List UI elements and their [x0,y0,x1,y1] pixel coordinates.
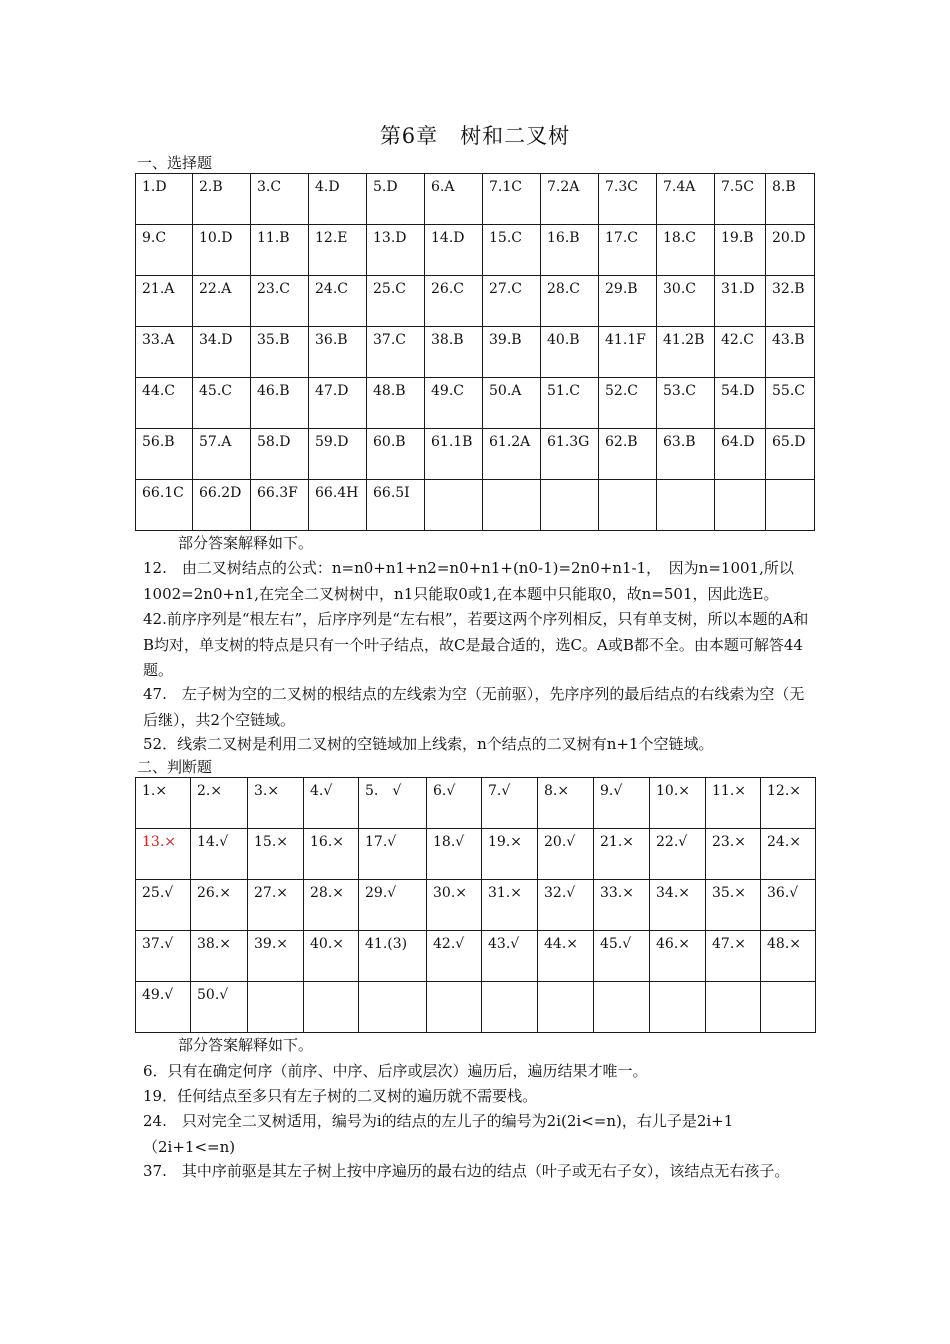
judgement-cell: 29.√ [359,880,427,931]
judgement-cell: 34.× [650,880,706,931]
answer-cell: 10.D [193,225,251,276]
judgement-cell [304,982,359,1033]
answer-cell: 24.C [309,276,367,327]
judgement-cell: 11.× [706,778,761,829]
answer-cell: 50.A [483,378,541,429]
answer-cell: 57.A [193,429,251,480]
judgement-cell: 13.× [136,829,191,880]
judgement-cell: 2.× [191,778,248,829]
table-row [136,778,816,829]
table-row [136,480,815,531]
judgement-cell: 8.× [538,778,594,829]
table-row [136,429,815,480]
judgement-cell: 12.× [761,778,816,829]
judgement-cell [538,982,594,1033]
answer-cell: 62.B [599,429,657,480]
answer-cell: 66.5I [367,480,425,531]
answer-cell: 26.C [425,276,483,327]
judgement-cell: 40.× [304,931,359,982]
answer-cell: 14.D [425,225,483,276]
answer-cell: 2.B [193,174,251,225]
judgement-cell: 50.√ [191,982,248,1033]
answer-cell: 34.D [193,327,251,378]
answer-cell: 61.1B [425,429,483,480]
judgement-cell: 35.× [706,880,761,931]
explain-intro-judge: 部分答案解释如下。 [178,1036,314,1054]
table-row [136,276,815,327]
judgement-cell: 22.√ [650,829,706,880]
answer-cell: 53.C [657,378,715,429]
answer-cell: 66.1C [136,480,193,531]
answer-cell: 19.B [715,225,766,276]
judgement-cell: 3.× [248,778,304,829]
note-choice-42: 42.前序序列是“根左右”，后序序列是“左右根”，若要这两个序列相反，只有单支树，所以本题的A和B均对，单支树的特点是只有一个叶子结点，故C是最合适的，选C。A或B都不全。由本题可解答44题。 [143,610,809,679]
answer-cell: 30.C [657,276,715,327]
note-judge-37: 37. 其中序前驱是其左子树上按中序遍历的最右边的结点（叶子或无右子女），该结点无右孩子。 [143,1162,790,1180]
answer-cell: 18.C [657,225,715,276]
answer-cell: 56.B [136,429,193,480]
judgement-cell [427,982,482,1033]
judgement-cell: 18.√ [427,829,482,880]
answer-cell: 63.B [657,429,715,480]
note-choice-47: 47. 左子树为空的二叉树的根结点的左线索为空（无前驱），先序序列的最后结点的右线索为空（无后继），共2个空链域。 [143,685,805,729]
answer-cell [766,480,815,531]
answer-cell [541,480,599,531]
judgement-cell: 32.√ [538,880,594,931]
table-row [136,829,816,880]
answer-cell: 40.B [541,327,599,378]
answer-cell: 66.4H [309,480,367,531]
answer-cell: 41.1F [599,327,657,378]
judgement-cell: 27.× [248,880,304,931]
judgement-cell: 19.× [482,829,538,880]
judgement-cell: 20.√ [538,829,594,880]
answer-cell: 54.D [715,378,766,429]
answer-cell: 51.C [541,378,599,429]
judgement-cell [706,982,761,1033]
judgement-cell: 39.× [248,931,304,982]
judgement-cell: 16.× [304,829,359,880]
answer-cell: 20.D [766,225,815,276]
answer-cell: 36.B [309,327,367,378]
judgement-cell: 30.× [427,880,482,931]
table-row [136,880,816,931]
judgement-cell: 38.× [191,931,248,982]
note-choice-12: 12. 由二叉树结点的公式：n=n0+n1+n2=n0+n1+(n0-1)=2n0+n1-1， 因为n=1001,所以1002=2n0+n1,在完全二叉树树中，n1只能取0或1,在本题中只能取0，故n=501，因此选E。 [143,559,794,603]
judgement-cell: 26.× [191,880,248,931]
answer-cell: 41.2B [657,327,715,378]
judgement-cell: 6.√ [427,778,482,829]
judgement-cell [248,982,304,1033]
answer-cell: 65.D [766,429,815,480]
answer-cell: 64.D [715,429,766,480]
answer-cell: 39.B [483,327,541,378]
judgement-cell: 37.√ [136,931,191,982]
answer-cell: 66.3F [251,480,309,531]
answer-cell: 16.B [541,225,599,276]
answer-cell: 31.D [715,276,766,327]
judgement-cell: 5. √ [359,778,427,829]
judgement-cell: 28.× [304,880,359,931]
answer-cell: 43.B [766,327,815,378]
answer-cell: 7.4A [657,174,715,225]
answer-cell [483,480,541,531]
answer-cell: 3.C [251,174,309,225]
answer-cell: 49.C [425,378,483,429]
table-row [136,982,816,1033]
judgement-cell [594,982,650,1033]
answer-cell: 5.D [367,174,425,225]
judgement-cell: 41.(3) [359,931,427,982]
note-judge-24: 24. 只对完全二叉树适用，编号为i的结点的左儿子的编号为2i(2i<=n)，右儿子是2i+1（2i+1<=n) [143,1112,734,1156]
answer-cell: 21.A [136,276,193,327]
judgement-cell: 10.× [650,778,706,829]
answer-cell [715,480,766,531]
answer-cell: 32.B [766,276,815,327]
judgement-cell: 1.× [136,778,191,829]
table-row [136,378,815,429]
judgement-cell: 42.√ [427,931,482,982]
answer-cell: 7.3C [599,174,657,225]
section-heading-judge: 二、判断题 [137,758,213,776]
judgement-cell: 43.√ [482,931,538,982]
answer-cell: 48.B [367,378,425,429]
answer-cell: 11.B [251,225,309,276]
answer-cell [599,480,657,531]
answer-cell: 42.C [715,327,766,378]
answer-cell: 1.D [136,174,193,225]
table-row [136,225,815,276]
answer-cell: 25.C [367,276,425,327]
judgement-cell: 21.× [594,829,650,880]
answer-cell: 61.3G [541,429,599,480]
table-row [136,931,816,982]
judgement-cell [359,982,427,1033]
judgement-cell: 7.√ [482,778,538,829]
judgement-cell: 31.× [482,880,538,931]
judgement-cell [482,982,538,1033]
answer-cell: 66.2D [193,480,251,531]
judgement-cell: 47.× [706,931,761,982]
judgement-cell: 48.× [761,931,816,982]
answer-cell: 55.C [766,378,815,429]
judgement-cell: 25.√ [136,880,191,931]
note-judge-19: 19．任何结点至多只有左子树的二叉树的遍历就不需要栈。 [143,1087,538,1105]
answer-cell: 38.B [425,327,483,378]
answer-cell: 13.D [367,225,425,276]
judgement-cell: 45.√ [594,931,650,982]
note-choice-52: 52．线索二叉树是利用二叉树的空链域加上线索，n个结点的二叉树有n+1个空链域。 [143,735,714,753]
answer-cell: 29.B [599,276,657,327]
table-row [136,174,815,225]
judgement-cell: 46.× [650,931,706,982]
judge-answer-table [135,777,816,1033]
answer-cell: 6.A [425,174,483,225]
judgement-cell: 33.× [594,880,650,931]
judgement-cell: 15.× [248,829,304,880]
answer-cell: 4.D [309,174,367,225]
answer-cell: 7.5C [715,174,766,225]
note-judge-6: 6．只有在确定何序（前序、中序、后序或层次）遍历后，遍历结果才唯一。 [143,1062,648,1080]
answer-cell: 22.A [193,276,251,327]
judgement-cell: 49.√ [136,982,191,1033]
answer-cell: 17.C [599,225,657,276]
answer-cell: 7.1C [483,174,541,225]
judgement-cell: 9.√ [594,778,650,829]
page-title: 第6章 树和二叉树 [379,124,571,148]
answer-cell: 37.C [367,327,425,378]
judgement-cell: 17.√ [359,829,427,880]
answer-cell: 27.C [483,276,541,327]
answer-cell: 46.B [251,378,309,429]
explain-intro-choice: 部分答案解释如下。 [178,534,314,552]
section-heading-choice: 一、选择题 [137,154,213,172]
answer-cell: 59.D [309,429,367,480]
answer-cell: 7.2A [541,174,599,225]
judgement-cell: 14.√ [191,829,248,880]
answer-cell: 8.B [766,174,815,225]
answer-cell: 9.C [136,225,193,276]
answer-cell: 35.B [251,327,309,378]
answer-cell [425,480,483,531]
table-row [136,327,815,378]
answer-cell: 47.D [309,378,367,429]
answer-cell: 58.D [251,429,309,480]
judgement-cell: 44.× [538,931,594,982]
judgement-cell: 23.× [706,829,761,880]
answer-cell: 61.2A [483,429,541,480]
answer-cell: 44.C [136,378,193,429]
judgement-cell: 4.√ [304,778,359,829]
answer-cell: 33.A [136,327,193,378]
choice-answer-table [135,173,815,531]
answer-cell: 45.C [193,378,251,429]
answer-cell: 52.C [599,378,657,429]
answer-cell [657,480,715,531]
answer-cell: 60.B [367,429,425,480]
judgement-cell: 24.× [761,829,816,880]
answer-cell: 23.C [251,276,309,327]
answer-cell: 28.C [541,276,599,327]
judgement-cell [650,982,706,1033]
judgement-cell: 36.√ [761,880,816,931]
answer-cell: 15.C [483,225,541,276]
judgement-cell [761,982,816,1033]
answer-cell: 12.E [309,225,367,276]
